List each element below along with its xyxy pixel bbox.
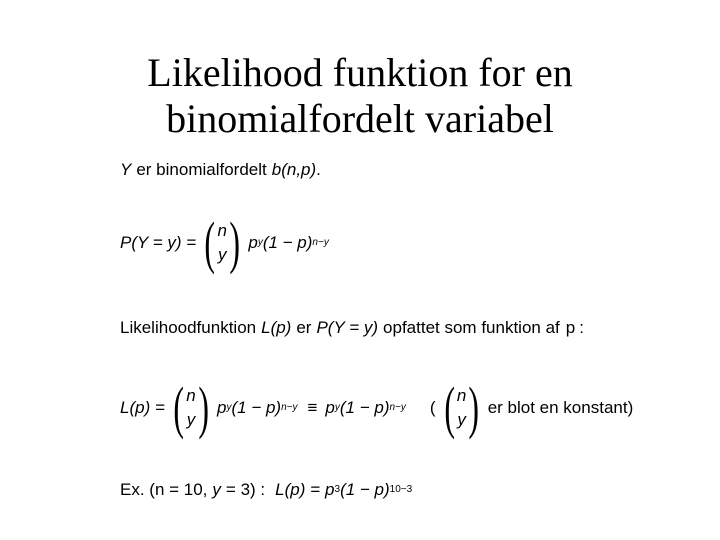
note-text: er blot en konstant) — [487, 398, 634, 417]
example-p: p — [325, 480, 335, 499]
one-minus-p-3: (1 − p) — [339, 398, 390, 417]
example-eq3: = 3) : — [225, 480, 266, 499]
statement-binomial — [120, 160, 321, 180]
paren-left: ( — [204, 210, 216, 275]
paren-right-3: ) — [468, 375, 480, 440]
colon: : — [579, 318, 584, 337]
paren-right-2: ) — [198, 375, 209, 440]
expr-PY: P(Y = y) — [316, 318, 379, 337]
example-y: y — [212, 480, 221, 499]
formula-probability: P(Y = y) = ( n y ) p y (1 − p) n−y — [120, 210, 329, 275]
note-open-paren: ( — [429, 398, 436, 417]
text-likelihoodfunktion: Likelihoodfunktion — [120, 318, 257, 337]
binom-bottom-3: y — [457, 410, 466, 429]
paren-right: ) — [229, 210, 240, 275]
statement-likelihood — [120, 318, 584, 338]
text-er: er — [296, 318, 312, 337]
binom-top-3: n — [456, 386, 467, 405]
title-line-2: binomialfordelt variabel — [166, 96, 554, 141]
text-binomial: er binomialfordelt — [136, 160, 267, 179]
title-line-1: Likelihood funktion for en — [147, 50, 573, 95]
binom-top-2: n — [186, 386, 196, 405]
var-Y: Y — [120, 160, 132, 179]
binom-top: n — [217, 221, 228, 240]
p-term-3: p — [325, 398, 335, 417]
example-line: Ex. (n = 10, y = 3) : L(p) = p 3 (1 − p) 10−3 — [120, 480, 413, 499]
p-term: p — [248, 233, 258, 252]
example-one-minus-p: (1 − p) — [340, 480, 390, 499]
expr-b-n-p: b(n,p) — [271, 160, 317, 179]
binomial-coefficient — [200, 210, 244, 275]
binomial-coefficient-2 — [169, 375, 213, 440]
binom-bottom-2: y — [186, 410, 196, 429]
period: . — [316, 160, 321, 179]
one-minus-p-2: (1 − p) — [231, 398, 282, 417]
lhs-prob: P(Y = y) = — [120, 233, 197, 252]
example-n: Ex. (n = 10, — [120, 480, 208, 499]
slide-title — [0, 50, 720, 142]
p-term-2: p — [217, 398, 227, 417]
lhs-Lp: L(p) = — [120, 398, 165, 417]
binomial-coefficient-3 — [440, 375, 484, 440]
equiv-sign: ≡ — [307, 398, 318, 417]
text-opfattet: opfattet som funktion af — [383, 318, 560, 337]
one-minus-p: (1 − p) — [262, 233, 313, 252]
formula-likelihood: L(p) = ( n y ) p y (1 − p) n−y ≡ p y (1 − p) n−y ( ( n y ) er blot en konstant) — [120, 375, 634, 440]
binom-bottom: y — [218, 245, 227, 264]
expr-Lp: L(p) — [261, 318, 292, 337]
var-p: p — [565, 318, 576, 337]
paren-left-3: ( — [443, 375, 455, 440]
paren-left-2: ( — [173, 375, 184, 440]
example-Lp: L(p) = — [275, 480, 321, 499]
